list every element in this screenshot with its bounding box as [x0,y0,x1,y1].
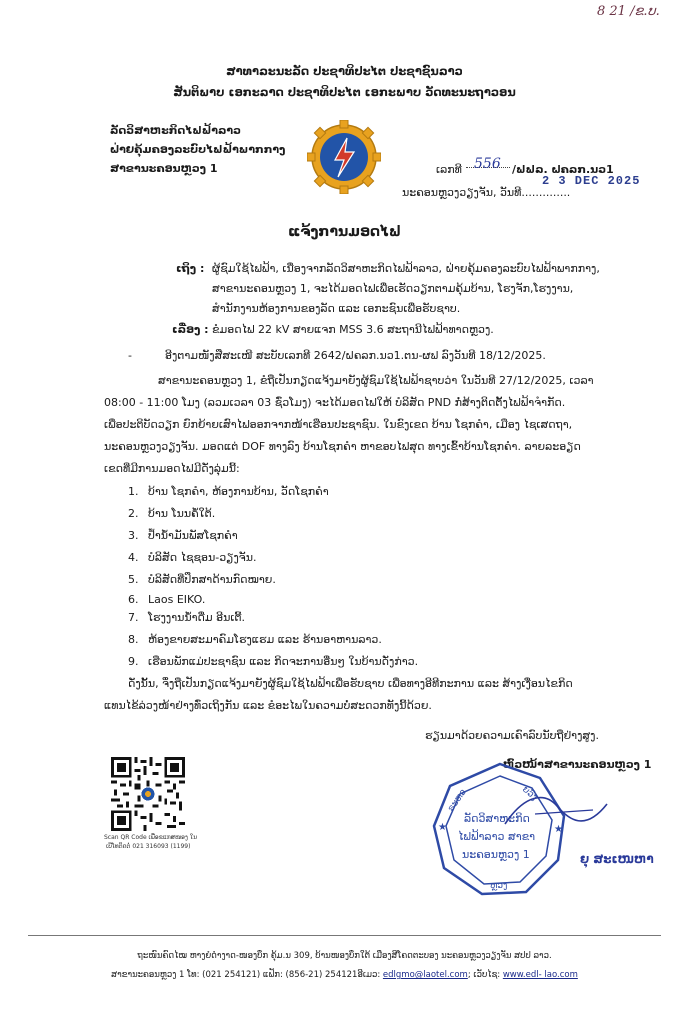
stamp-text-mid: ໄຟຟ້າລາວ ສາຂາ [458,830,536,843]
stamp-text-top: ລັດວິສາຫະກິດ [464,812,530,825]
national-header: ສາທາລະນະລັດ ປະຊາທິປະໄຕ ປະຊາຊົນລາວ [226,64,463,78]
doc-number-suffix: /ຟຟລ. ຝຄລກ.ນວ1 [512,163,614,176]
stamp-text-low: ນະຄອນຫຼວງ 1 [462,848,530,861]
to-line-2: ສາຂານະຄອນຫຼວງ 1, ຈະໄດ້ມອດໄຟເພື່ອເຮັດວຽກຕາມຄຸ້ມບ້ານ, ໂຮງຈັກ,ໂຮງງານ, [212,282,574,295]
document-title: ແຈ້ງການມອດໄຟ [288,224,401,240]
to-line-1: ຜູ້ຊົມໃຊ້ໄຟຟ້າ, ເນື່ອງຈາກລັດວິສາຫະກິດໄຟຟ້າລາວ, ຝ່າຍຄຸ້ມຄອງລະບົບໄຟຟ້າພາກກາງ, [212,262,600,275]
footer-address: ຖະໜົນຄົດໄໝ ຫາງຍໍດໍາງາດ-ໜອງບຶກ ຄຸ້ມ.ນ 309, ບ້ານໜອງບຶກໃຕ້ ເມືອງສີໂຄດຕະບອງ ນະຄອນຫຼວງວຽງຈັນ ສປປ ລາວ. [137,951,552,961]
list-item-num: 6. [128,593,139,606]
edl-logo [307,120,381,194]
subject-text: ຂໍມອດໄຟ 22 kV ສາຍແຈກ MSS 3.6 ສະຖານີໄຟຟ້າທາດຫຼວງ. [212,323,494,336]
list-item: ບ້ານ ໂນນຄໍ້ໃຕ້. [148,507,216,520]
list-item-num: 9. [128,655,139,668]
qr-caption-2: ເບີໂທຕິດຕໍ່ 021 316093 (1199) [106,843,191,850]
list-item: ໂຮງງານນ້ຳດື່ມ ອີນເຕີ້. [148,611,246,624]
list-item-num: 3. [128,529,139,542]
body-line-2: 08:00 - 11:00 ໂມງ (ລວມເວລາ 03 ຊົ່ວໂມງ) ຈະໄດ້ມອດໄຟໃຫ້ ບໍລິສັດ PND ກໍ່ສ້າງຕິດຕັ້ງໄຟຟ້າຈຳກັດ. [104,396,566,409]
signatory-title: ຫົວໜ້າສາຂານະຄອນຫຼວງ 1 [503,758,652,771]
to-label: ເຖິງ : [176,262,205,275]
reference-bullet: - [128,349,132,362]
signatory-name: ຍຸ ສະເໜຫາ [580,852,654,866]
list-item-num: 1. [128,485,139,498]
closing-line-1: ດັ່ງນັ້ນ, ຈຶ່ງຖືເປັນກຽດແຈ້ງມາຍັງຜູ້ຊົມໃຊ້ໄຟຟ້າເພື່ອຮັບຊາບ ເພື່ອທາງອີທີກະການ ແລະ ສ້າງເງື່ອນໄຂກິດ [128,677,573,690]
list-item-num: 7. [128,611,139,624]
doc-number-handwritten: 556 [474,156,501,172]
body-line-3: ເພື່ອປະຕິບັດວຽກ ຍົກຍ້າຍເສົາໄຟອອກຈາກໜ້າເຮືອນປະຊາຊົນ. ໃນຂົງເຂດ ບ້ານ ໂຊກຄຳ, ເມືອງ ໄຊເສດຖາ, [104,418,573,431]
footer-contacts [0,970,689,980]
org-division: ຝ່າຍຄຸ້ມຄອງລະບົບໄຟຟ້າພາກກາງ [110,143,286,156]
list-item: ຫ້ອງຂາຍສະມາຄົມໂຮງແຮມ ແລະ ຮ້ານອາຫານລາວ. [148,633,382,646]
reference-text: ອີງຕາມໜັງສືສະເໜີ ສະບັບເລກທີ 2642/ຝຄລກ.ນວ1.ຕນ-ຜຟ ລົງວັນທີ 18/12/2025. [165,349,546,362]
list-item: ບໍລິສັດທີ່ປຶກສາດ້ານກົດໝາຍ. [148,573,276,586]
list-item-num: 5. [128,573,139,586]
footer-web-label: ; ເວັບໄຊ: [467,970,503,980]
stamp-ring-right: ຍວົງ [520,784,539,803]
stamp-star-right-icon: ★ [554,824,563,835]
footer-website-link[interactable]: www.edl- lao.com [502,970,578,980]
footer-divider [28,935,661,936]
doc-number-label: ເລກທີ [436,163,462,176]
qr-code-icon[interactable] [111,757,185,831]
list-item: ປໍ້ານ້ຳມັນພັສໂຊກຄຳ [148,529,238,542]
list-item: Laos EIKO. [148,593,206,606]
regards-line: ຮຽນມາດ້ວຍຄວາມເຄົາລົບນັບຖືຢ່າງສູງ. [425,729,599,742]
to-line-3: ສຳນັກງານຫ້ອງການຂອງລັດ ແລະ ເອກະຊົນເພື່ອຮັບຊາບ. [212,302,461,315]
list-item-num: 2. [128,507,139,520]
subject-label: ເລື່ອງ : [172,323,209,336]
place-and-date: ນະຄອນຫຼວງວຽງຈັນ, ວັນທີ.............. [402,186,571,199]
stamp-ring-left: ຣະຫວ [446,787,469,814]
signature-scribble [495,784,615,844]
org-branch: ສາຂານະຄອນຫຼວງ 1 [110,162,218,175]
stamp-ring-bottom: ຫຼວງ [490,881,508,891]
list-item: ບໍລິສັດ ໄຊຊອນ-ວຽງຈັນ. [148,551,257,564]
list-item-num: 8. [128,633,139,646]
qr-caption-1: Scan QR Code ເພື່ອຂແກສໜອງ ໃນ [104,834,198,841]
list-item-num: 4. [128,551,139,564]
body-line-5: ເຂດທີ່ມີການມອດໄຟມີດັ່ງລຸ່ມນີ້: [104,462,240,475]
list-item: ບ້ານ ໂຊກຄຳ, ຫ້ອງການບ້ານ, ວັດໂຊກຄຳ [148,485,329,498]
list-item: ເຮືອນພັກແມ່ປະຊາຊົນ ແລະ ກິດຈະການອື່ນໆ ໃນບ້ານດັ່ງກ່າວ. [148,655,419,668]
footer-email-link[interactable]: edlgmo@laotel.com [382,970,468,980]
stamp-star-left-icon: ★ [438,822,447,833]
closing-line-2: ແທນໄຂ້ລ່ວງໜ້າຢ່າງທົ່ວເຖິງກັນ ແລະ ຂໍອະໄພໃນຄວາມບໍ່ສະດວກທັງນີ້ດ້ວຍ. [104,699,432,712]
national-motto: ສັນຕິພາບ ເອກະລາດ ປະຊາທິປະໄຕ ເອກະພາບ ວັດທະນະຖາວອນ [173,85,516,99]
footer-phone: ສາຂານະຄອນຫຼວງ 1 ໂທ: (021 254121) ແຟັກ: (856-21) 254121ອີເມວ: [111,970,383,980]
corner-handwritten-note: 8 21 /ຂ.ບ. [597,4,660,19]
body-line-4: ນະຄອນຫຼວງວຽງຈັນ. ມອດແຕ່ DOF ທາງລົງ ບ້ານໂຊກຄຳ ຫາຂອບໄຟສຸດ ທາງເຂົ້າບ້ານໂຊກຄຳ. ລາຍລະອຽດ [104,440,581,453]
body-line-1: ສາຂານະຄອນຫຼວງ 1, ຂໍຖືເປັນກຽດແຈ້ງມາຍັງຜູ້ຊົມໃຊ້ໄຟຟ້າຊາບວ່າ ໃນວັນທີ 27/12/2025, ເວລາ [158,374,594,387]
date-stamp: 2 3 DEC 2025 [542,174,641,188]
org-name: ລັດວິສາຫະກິດໄຟຟ້າລາວ [110,124,241,137]
